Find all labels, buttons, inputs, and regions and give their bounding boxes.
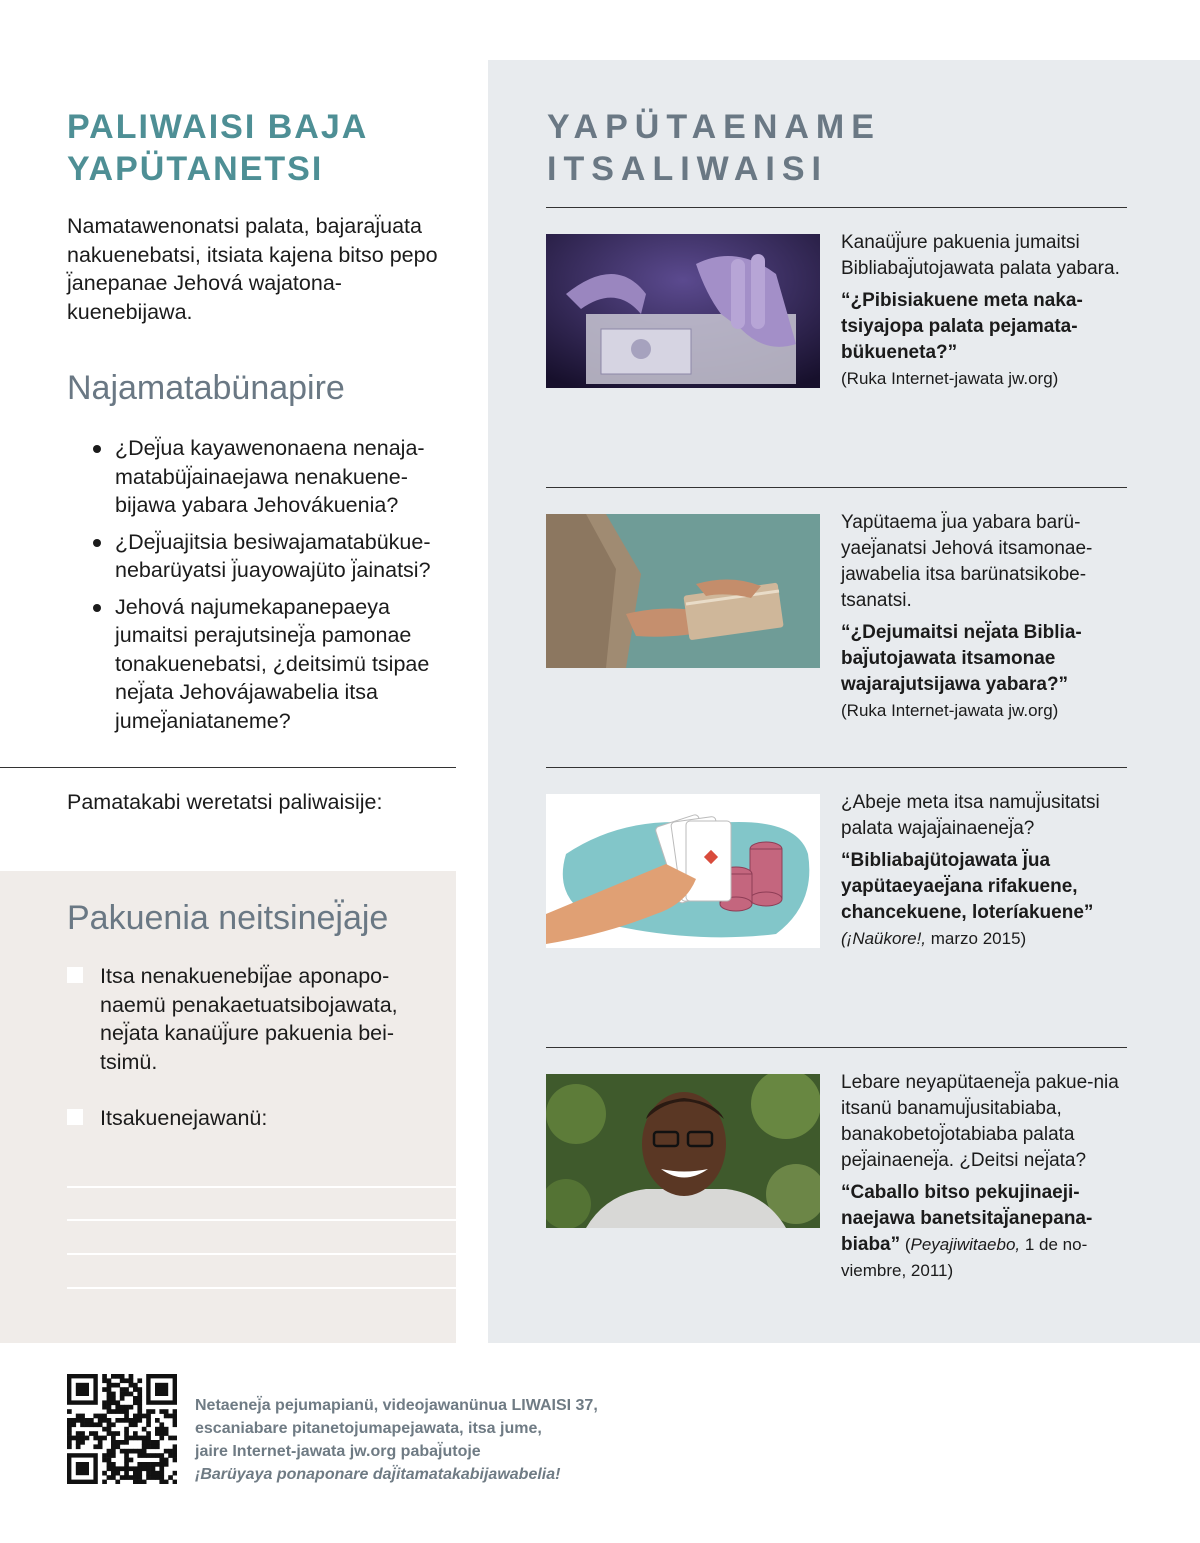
study-item: Lebare neyapütaenej̈a pakue-nia itsanü banamuj̈usitabiaba, banakobetoj̈otabiaba palata pej̈ainaenej̈a. ¿Deitsi nej̈ata? “Caballo bitso pekujinaeji-naejawa banetsitaj̈anepana-biaba” (Peyajiwitaebo, 1 de no-viembre, 2011) bbox=[841, 1072, 1119, 1280]
right-title bbox=[547, 106, 881, 190]
write-line bbox=[67, 1186, 456, 1188]
divider bbox=[546, 1047, 1127, 1048]
qr-code[interactable] bbox=[67, 1374, 177, 1484]
question-item: ¿Dej̈uajitsia besiwajamatabükue-nebarüyatsi j̈uayowajüto j̈ainatsi? bbox=[67, 528, 459, 585]
intro-paragraph: Namatawenonatsi palata, bajaraj̈uata nakuenebatsi, itsiata kajena bitso pepo j̈anepanae Jehová wajatona-kuenebijawa. bbox=[67, 214, 438, 324]
commitment-item[interactable] bbox=[67, 962, 437, 1076]
right-title-line1: YAPÜTAENAME bbox=[547, 108, 881, 146]
smiling-man-image bbox=[546, 1074, 820, 1228]
checkbox[interactable] bbox=[67, 967, 83, 983]
study-item: ¿Abeje meta itsa namuj̈usitatsi palata wajaj̈ainaenej̈a? “Bibliabajütojawata j̈ua yapütaeyaej̈ana rifakuene, chancekuene, loteríakuene” (¡Naükore!, marzo 2015) bbox=[841, 792, 1100, 948]
hands-package-image bbox=[546, 514, 820, 668]
hands-money-image bbox=[546, 234, 820, 388]
notes-label: Pamatakabi weretatsi paliwaisije: bbox=[67, 790, 383, 814]
write-line bbox=[67, 1287, 456, 1289]
commitment-item-text: Itsakuenejawanü: bbox=[100, 1106, 268, 1130]
bullet-icon bbox=[93, 604, 101, 612]
left-title bbox=[67, 106, 467, 190]
commitment-item[interactable] bbox=[67, 1104, 437, 1133]
question-item: Jehová najumekapanepaeya jumaitsi perajutsinej̈a pamonae tonakuenebatsi, ¿deitsimü tsipae nej̈ata Jehovájawabelia itsa jumej̈aniataneme? bbox=[67, 593, 459, 736]
write-line bbox=[67, 1219, 456, 1221]
left-title-line1: PALIWAISI BAJA bbox=[67, 108, 369, 146]
checkbox[interactable] bbox=[67, 1109, 83, 1125]
commitment-item-text: Itsa nenakuenebij̈ae aponapo-naemü penakaetuatsibojawata, nej̈ata kanaüj̈ure pakuenia bei-tsimü. bbox=[100, 964, 398, 1074]
commitment-heading: Pakuenia neitsinej̈aje bbox=[67, 899, 389, 937]
divider bbox=[546, 487, 1127, 488]
write-line bbox=[67, 1253, 456, 1255]
divider bbox=[0, 767, 456, 768]
footer-text: Netaenej̈a pejumapianü, videojawanünua LIWAISI 37, escaniabare pitanetojumapejawata, itsa jume, jaire Internet-jawata jw.org pabaj̈utoje ¡Barüyaya ponaponare daj̈itamatakabijawabelia! bbox=[195, 1397, 598, 1483]
right-title-line2: ITSALIWAISI bbox=[547, 150, 828, 188]
study-item: Kanaüj̈ure pakuenia jumaitsi Bibliabaj̈utojawata palata yabara. “¿Pibisiakuene meta naka-tsiyajopa palata pejamata-bükueneta?” (Ruka Internet-jawata jw.org) bbox=[841, 232, 1120, 388]
study-item: Yapütaema j̈ua yabara barü-yaej̈anatsi Jehová itsamonae-jawabelia itsa barünatsikobe-tsanatsi. “¿Dejumaitsi nej̈ata Biblia-baj̈utojawata itsamonae wajarajutsijawa yabara?” (Ruka Internet-jawata jw.org) bbox=[841, 512, 1093, 720]
cards-chips-image bbox=[546, 794, 820, 948]
divider bbox=[546, 207, 1127, 208]
questions-list bbox=[67, 434, 459, 743]
bullet-icon bbox=[93, 445, 101, 453]
left-title-line2: YAPÜTANETSI bbox=[67, 150, 324, 188]
bullet-icon bbox=[93, 539, 101, 547]
question-item: ¿Dej̈ua kayawenonaena nenaja-matabüj̈ainaejawa nenakuene-bijawa yabara Jehovákuenia? bbox=[67, 434, 459, 520]
questions-heading: Najamatabünapire bbox=[67, 369, 345, 407]
divider bbox=[546, 767, 1127, 768]
